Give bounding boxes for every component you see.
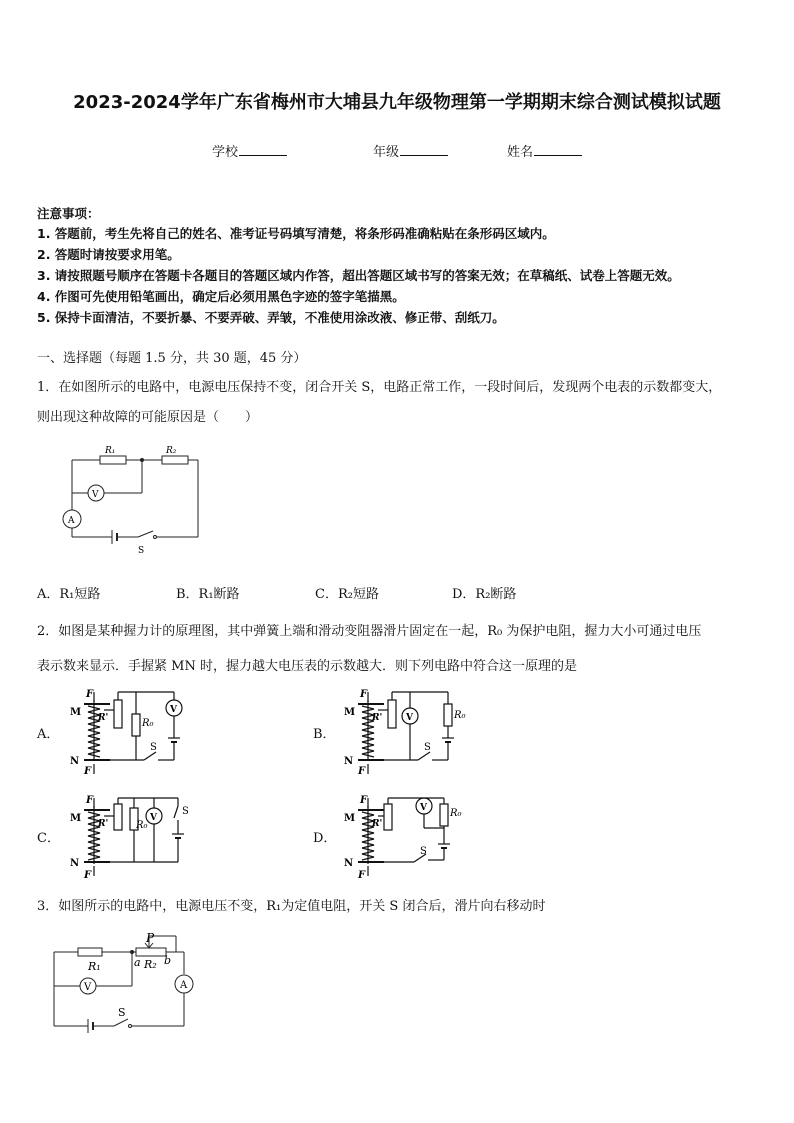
n-label: N [344, 858, 354, 869]
voltmeter-label: V [150, 813, 157, 823]
q1-text-line2: 则出现这种故障的可能原因是（ ） [37, 410, 259, 425]
switch-label: S [182, 806, 189, 817]
q3-circuit-diagram [48, 930, 204, 1036]
switch-label: S [424, 742, 431, 753]
force-bottom-label: F [358, 870, 366, 880]
r2-label: R₂ [144, 958, 157, 971]
force-top-label: F [86, 795, 94, 806]
force-top-label: F [86, 689, 94, 700]
slider-p-label: P [146, 931, 155, 945]
r0-label: R₀ [142, 718, 154, 729]
note-item: 1. 答题前，考生先将自己的姓名、准考证号码填写清楚，将条形码准确粘贴在条形码区域内。 [37, 226, 555, 241]
r2-label: R₂ [166, 446, 177, 456]
slide-rheostat [388, 700, 396, 728]
r-prime-label: R' [98, 713, 109, 723]
q2-figure-b[interactable] [344, 688, 474, 776]
q3-text-line1: 3．如图所示的电路中，电源电压不变，R₁为定值电阻，开关 S 闭合后，滑片向右移动时 [37, 899, 546, 914]
r1-label: R₁ [88, 960, 101, 973]
r-prime-label: R' [372, 713, 383, 723]
grade-label: 年级 [373, 145, 400, 160]
r-prime-label: R' [372, 819, 383, 829]
name-field [507, 141, 582, 160]
notes-heading: 注意事项： [37, 206, 100, 221]
terminal-b-label: b [164, 954, 172, 967]
resistor-r0 [440, 804, 448, 826]
switch-label: S [138, 546, 145, 556]
switch-label: S [118, 1006, 126, 1019]
force-top-label: F [360, 795, 368, 806]
force-bottom-label: F [358, 766, 366, 776]
slide-rheostat [114, 804, 122, 830]
voltmeter-label: V [406, 713, 413, 723]
n-label: N [70, 756, 80, 767]
section-heading: 一、选择题（每题 1.5 分，共 30 题，45 分） [37, 351, 307, 366]
q1-circuit-diagram [52, 440, 212, 560]
note-item: 5. 保持卡面清洁，不要折暴、不要弄破、弄皱，不准使用涂改液、修正带、刮纸刀。 [37, 310, 505, 325]
q2-option-a-label[interactable]: A． [37, 727, 60, 742]
q1-option-a[interactable]: A．R₁短路 [37, 587, 101, 602]
voltmeter-label: V [92, 490, 99, 500]
m-label: M [344, 707, 356, 718]
q1-text-line1: 1．在如图所示的电路中，电源电压保持不变，闭合开关 S，电路正常工作，一段时间后，发现两个电表的示数都变大， [37, 380, 722, 395]
r0-label: R₀ [136, 820, 148, 831]
switch-lever [138, 531, 153, 537]
school-label: 学校 [212, 145, 239, 160]
q1-option-b[interactable]: B．R₁断路 [176, 587, 240, 602]
r0-label: R₀ [454, 710, 466, 721]
q2-text-line1: 2．如图是某种握力计的原理图，其中弹簧上端和滑动变阻器滑片固定在一起，R₀ 为保护电阻，握力大小可通过电压 [37, 624, 702, 639]
n-label: N [70, 858, 80, 869]
q2-text-line2: 表示数来显示．手握紧 MN 时，握力越大电压表的示数越大．则下列电路中符合这一原理的是 [37, 659, 577, 674]
q2-figure-a[interactable] [70, 688, 190, 776]
resistor-r0 [444, 704, 452, 726]
q2-option-c-label[interactable]: C． [37, 831, 60, 846]
switch-label: S [150, 742, 157, 753]
r1-label: R₁ [105, 446, 116, 456]
ammeter-label: A [68, 516, 75, 526]
note-item: 2. 答题时请按要求用笔。 [37, 247, 180, 262]
slide-rheostat [384, 804, 392, 830]
resistor-r2 [162, 456, 188, 464]
q1-option-d[interactable]: D．R₂断路 [452, 587, 517, 602]
q2-option-b-label[interactable]: B． [313, 727, 336, 742]
ammeter-label: A [180, 980, 188, 991]
q2-figure-c[interactable] [70, 794, 200, 880]
note-item: 3. 请按照题号顺序在答题卡各题目的答题区域内作答，超出答题区域书写的答案无效；在草稿纸、试卷上答题无效。 [37, 268, 680, 283]
force-top-label: F [360, 689, 368, 700]
name-blank [534, 143, 582, 156]
resistor-r0 [132, 714, 140, 736]
m-label: M [70, 707, 82, 718]
switch-label: S [420, 846, 427, 857]
grade-field [373, 141, 448, 160]
q1-option-c[interactable]: C．R₂短路 [315, 587, 379, 602]
resistor-r1 [78, 948, 102, 956]
voltmeter-label: V [170, 705, 177, 715]
page-title: 2023-2024学年广东省梅州市大埔县九年级物理第一学期期末综合测试模拟试题 [73, 92, 721, 113]
r-prime-label: R' [98, 819, 109, 829]
resistor-r1 [100, 456, 126, 464]
terminal-a-label: a [134, 956, 141, 969]
force-bottom-label: F [84, 870, 92, 880]
voltmeter-label: V [84, 982, 92, 993]
voltmeter-label: V [420, 803, 427, 813]
n-label: N [344, 756, 354, 767]
q2-option-d-label[interactable]: D． [313, 831, 337, 846]
m-label: M [70, 813, 82, 824]
school-blank [239, 143, 287, 156]
note-item: 4. 作图可先使用铅笔画出，确定后必须用黑色字迹的签字笔描黑。 [37, 289, 405, 304]
slide-rheostat [114, 700, 122, 728]
q2-figure-d[interactable] [344, 794, 474, 880]
name-label: 姓名 [507, 145, 534, 160]
m-label: M [344, 813, 356, 824]
force-bottom-label: F [84, 766, 92, 776]
r0-label: R₀ [450, 808, 462, 819]
rheostat-r2 [136, 948, 166, 956]
grade-blank [400, 143, 448, 156]
school-field [212, 141, 287, 160]
